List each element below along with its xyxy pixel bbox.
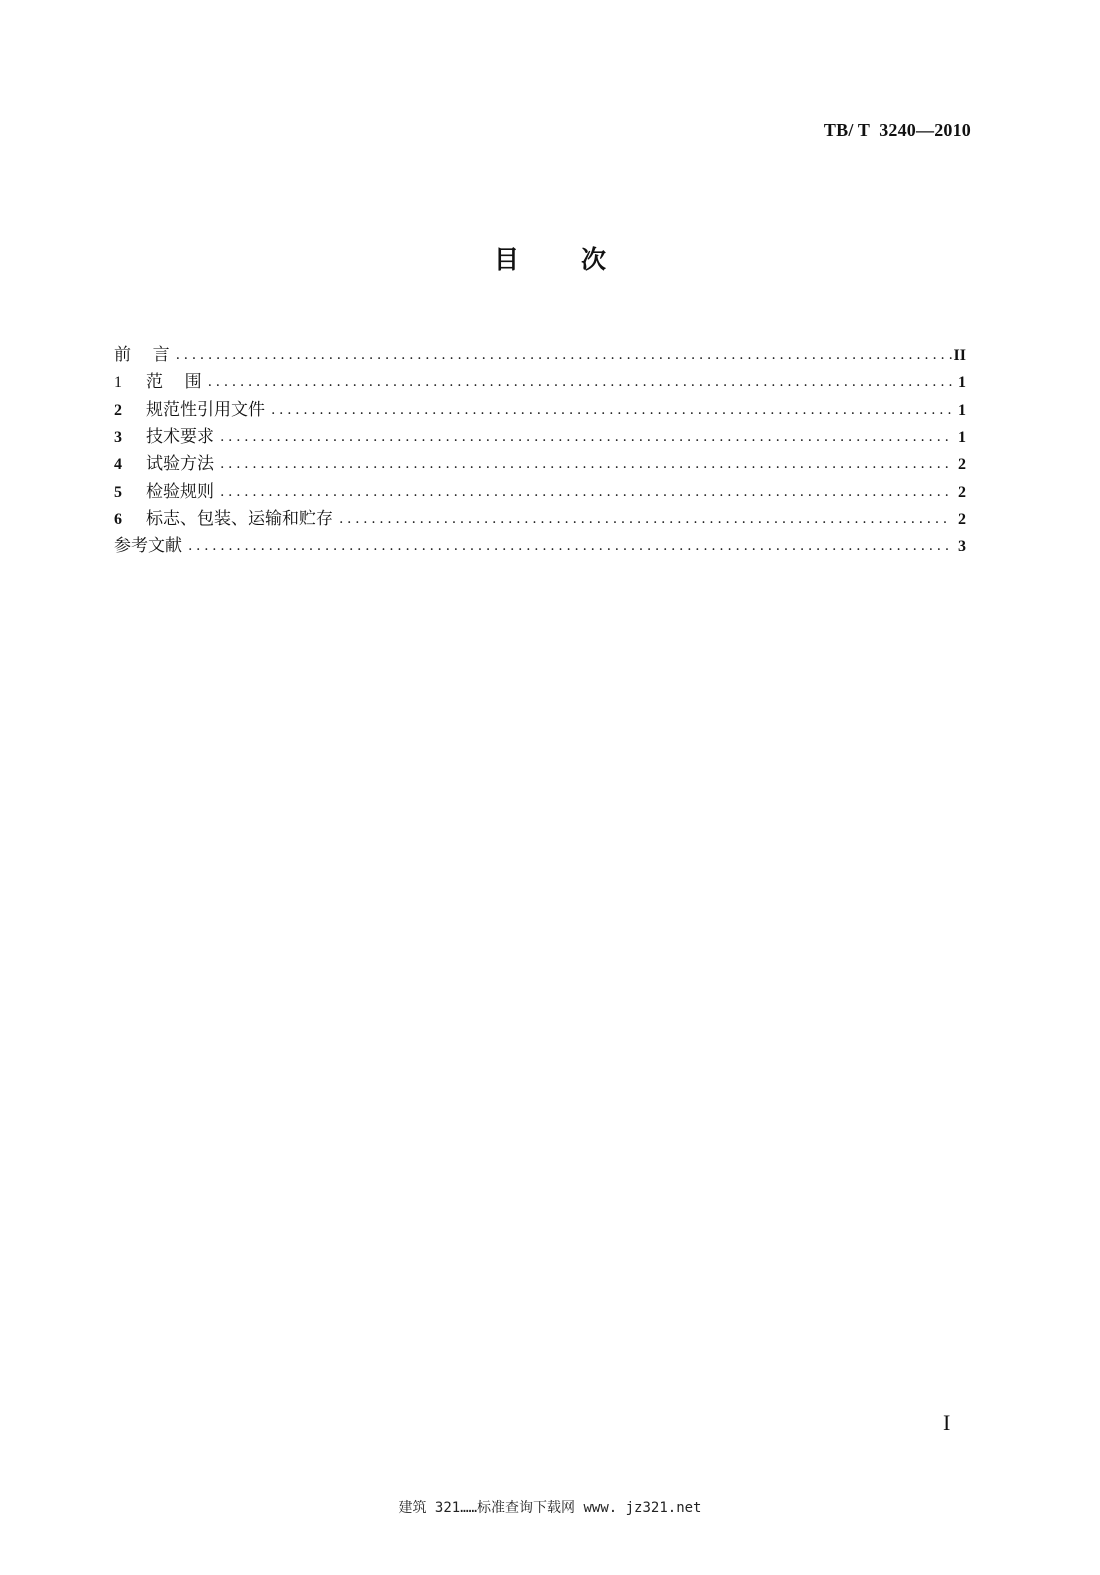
toc-leader-dots — [339, 506, 952, 533]
toc-item-marking-packaging[interactable] — [114, 506, 966, 533]
toc-label: 前 言 — [114, 345, 170, 366]
toc-label: 标志、包装、运输和贮存 — [146, 508, 333, 529]
toc-page: 1 — [958, 374, 966, 392]
toc-leader-dots — [208, 369, 952, 396]
toc-item-bibliography[interactable] — [114, 533, 966, 560]
toc-page: 2 — [958, 510, 966, 528]
toc-leader-dots — [176, 342, 952, 369]
toc-number: 5 — [114, 483, 122, 501]
toc-item-preface[interactable] — [114, 342, 966, 369]
toc-leader-dots — [220, 424, 952, 451]
toc-leader-dots — [271, 397, 952, 424]
toc-label: 规范性引用文件 — [146, 399, 265, 420]
toc-item-technical-requirements[interactable] — [114, 424, 966, 451]
toc-leader-dots — [220, 479, 952, 506]
toc-leader-dots — [220, 451, 952, 478]
toc-page: 3 — [958, 538, 966, 556]
toc-page: 2 — [958, 456, 966, 474]
toc-item-scope[interactable] — [114, 369, 966, 396]
toc-page: 1 — [958, 401, 966, 419]
toc-page: II — [953, 347, 966, 365]
page-title: 目次 — [493, 245, 668, 274]
toc-label: 技术要求 — [146, 427, 214, 448]
toc-item-test-methods[interactable] — [114, 451, 966, 478]
standard-code: TB/ T 3240—2010 — [823, 120, 971, 140]
toc-label: 试验方法 — [146, 454, 214, 475]
toc-item-normative-references[interactable] — [114, 397, 966, 424]
toc-label: 检验规则 — [146, 481, 214, 502]
toc-leader-dots — [188, 533, 952, 560]
table-of-contents — [114, 342, 966, 560]
toc-item-inspection-rules[interactable] — [114, 478, 966, 505]
toc-page: 2 — [958, 483, 966, 501]
toc-number: 3 — [114, 429, 122, 447]
toc-label: 参考文献 — [114, 536, 182, 557]
toc-page: 1 — [958, 429, 966, 447]
page-number: I — [943, 1410, 951, 1435]
toc-number: 1 — [114, 374, 122, 392]
footer-watermark: 建筑 321……标准查询下载网 www. jz321.net — [398, 1500, 702, 1516]
toc-number: 4 — [114, 456, 122, 474]
toc-number: 2 — [114, 401, 122, 419]
toc-label: 范 围 — [146, 372, 202, 393]
toc-number: 6 — [114, 510, 122, 528]
